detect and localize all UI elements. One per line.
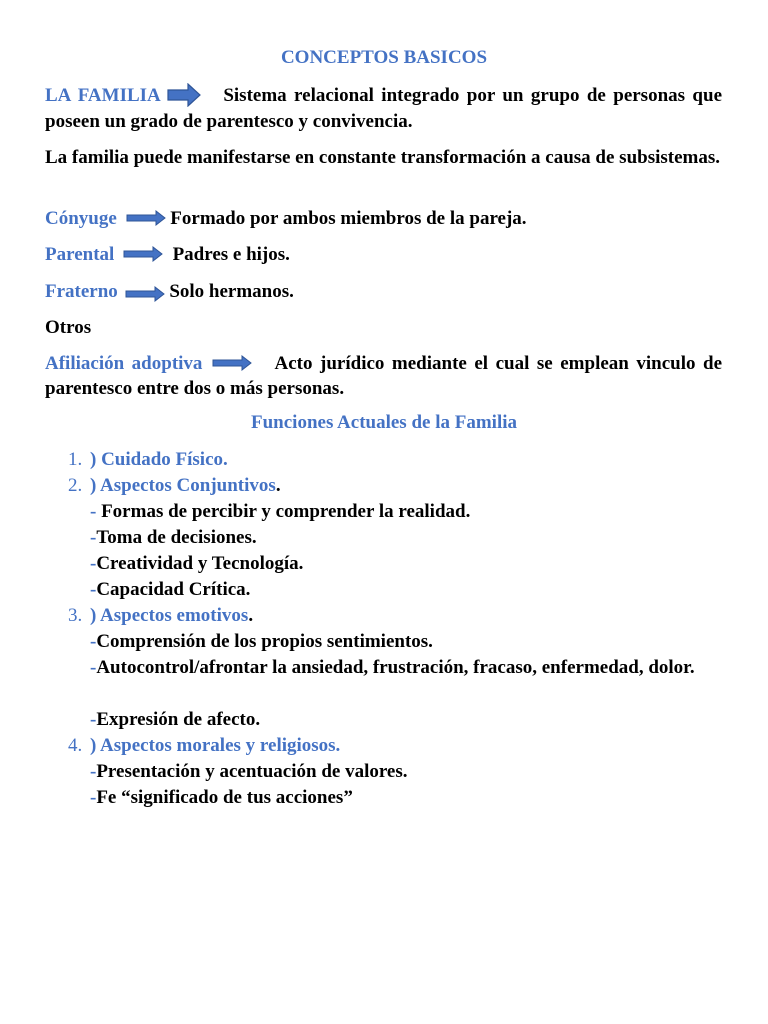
sub-item: - Formas de percibir y comprender la realidad.: [90, 501, 471, 522]
subsistema-conyuge: [45, 206, 722, 231]
familia-term: LA FAMILIA: [45, 85, 160, 106]
otros-label: Otros: [45, 317, 92, 338]
list-number: 2.: [68, 475, 83, 496]
sub-item: -Comprensión de los propios sentimientos.: [90, 631, 433, 652]
subsistema-definition: Solo hermanos.: [169, 281, 294, 302]
familia-text: Sistema relacional integrado por un grupo de personas que poseen un grado de parentesco y convivencia.: [45, 85, 722, 132]
sub-item: -Presentación y acentuación de valores.: [90, 761, 408, 782]
list-item-trailing: .: [275, 475, 281, 496]
list-item-label: ) Aspectos morales y religiosos.: [90, 735, 341, 756]
sub-item: -Expresión de afecto.: [90, 709, 261, 730]
subsistema-parental: [45, 242, 722, 267]
sub-item: -Fe “significado de tus acciones”: [90, 787, 353, 808]
right-arrow-icon: [126, 210, 166, 226]
transformacion-paragraph: La familia puede manifestarse en constante transformación a causa de subsistemas.: [45, 147, 721, 168]
afiliacion-text: Acto jurídico mediante el cual se emplean vinculo de parentesco entre dos o más personas.: [45, 353, 723, 399]
list-item-label: ) Aspectos emotivos: [90, 605, 249, 626]
list-number: 4.: [68, 735, 83, 756]
sub-item: -Toma de decisiones.: [90, 527, 257, 548]
subsistema-term: Fraterno: [45, 281, 118, 302]
list-item: [68, 447, 722, 473]
sub-item: -Capacidad Crítica.: [90, 579, 251, 600]
familia-definition: [45, 83, 722, 134]
list-item-label: ) Aspectos Conjuntivos: [90, 475, 276, 496]
afiliacion-term: Afiliación adoptiva: [45, 353, 203, 374]
sub-item: -Creatividad y Tecnología.: [90, 553, 304, 574]
subsistema-definition: Formado por ambos miembros de la pareja.: [170, 208, 527, 229]
list-item-label: ) Cuidado Físico.: [90, 449, 228, 470]
list-item: [68, 473, 722, 499]
right-arrow-icon: [167, 83, 201, 107]
subsistema-term: Cónyuge: [45, 208, 117, 229]
subsistema-term: Parental: [45, 244, 115, 265]
funciones-heading: Funciones Actuales de la Familia: [251, 412, 517, 433]
afiliacion-definition: [45, 351, 722, 401]
right-arrow-icon: [212, 355, 252, 371]
page-title: CONCEPTOS BASICOS: [280, 47, 488, 68]
subsistema-fraterno: [45, 279, 722, 304]
list-item: [68, 733, 722, 759]
right-arrow-icon: [123, 246, 163, 262]
subsistema-definition: Padres e hijos.: [172, 244, 290, 265]
right-arrow-icon: [125, 286, 165, 302]
list-item: [68, 603, 722, 629]
list-number: 3.: [68, 605, 83, 626]
sub-item: -Autocontrol/afrontar la ansiedad, frustración, fracaso, enfermedad, dolor.: [90, 657, 695, 678]
list-number: 1.: [68, 449, 83, 470]
list-item-trailing: .: [248, 605, 254, 626]
